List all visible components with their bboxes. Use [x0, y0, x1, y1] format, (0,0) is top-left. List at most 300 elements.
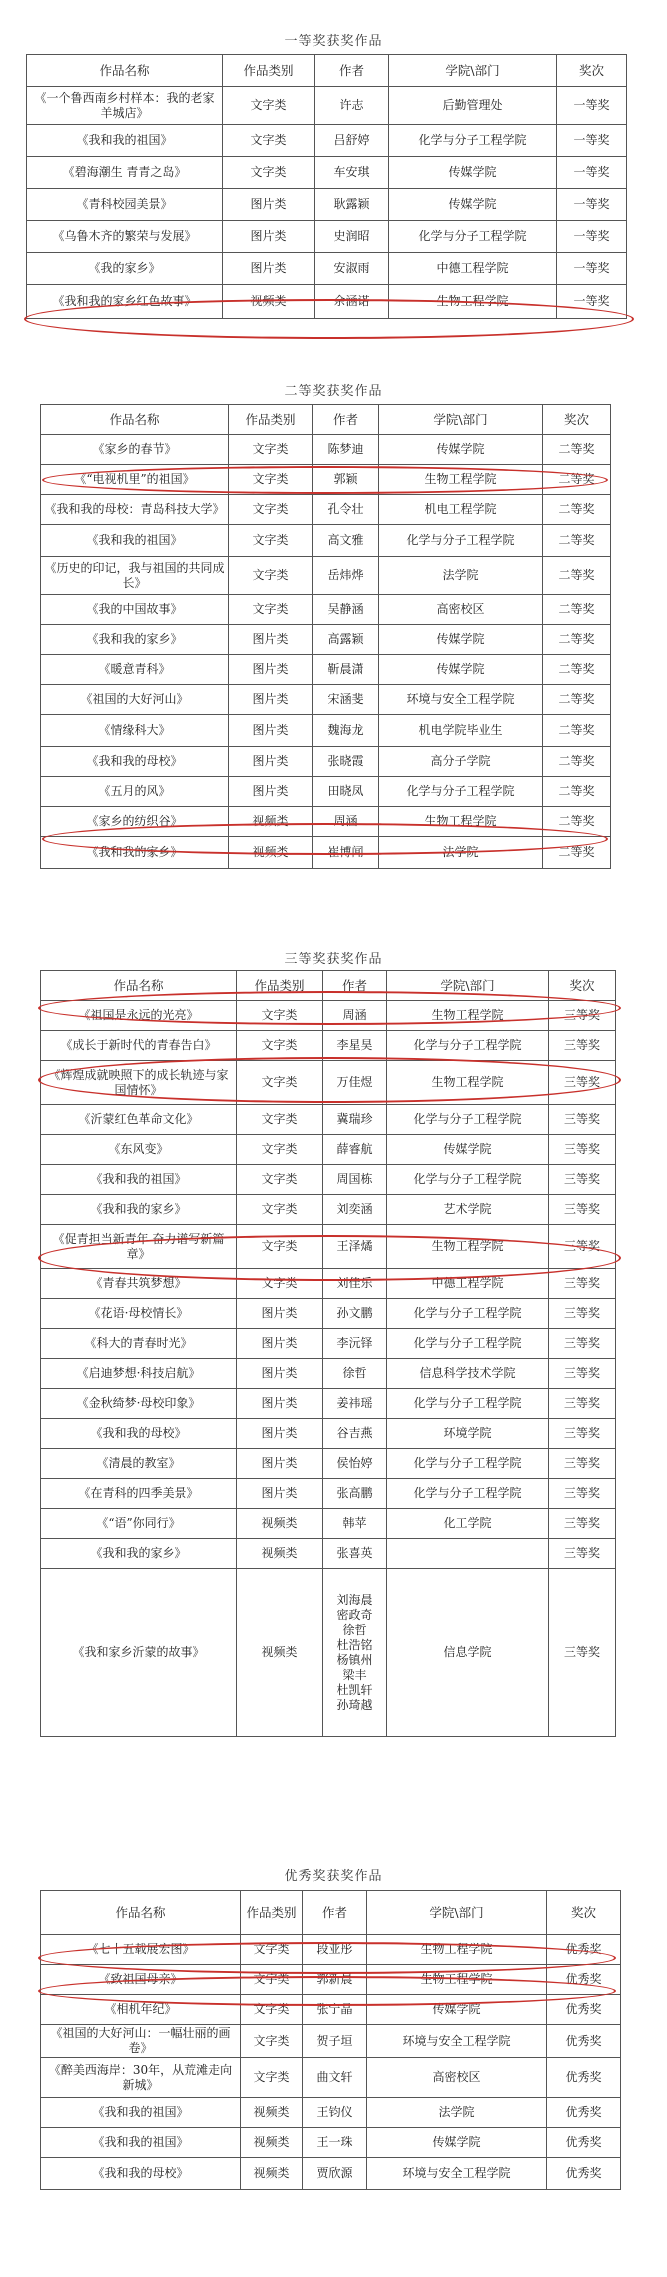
cell-author: 刘奕涵 — [323, 1195, 387, 1225]
cell-title: 《家乡的纺织谷》 — [41, 807, 229, 837]
column-header-author: 作者 — [303, 1891, 367, 1935]
cell-award: 三等奖 — [549, 1061, 616, 1105]
cell-title: 《清晨的教室》 — [41, 1449, 237, 1479]
table-header-row — [41, 405, 611, 435]
cell-department: 艺术学院 — [387, 1195, 549, 1225]
table-row — [41, 655, 611, 685]
cell-department: 传媒学院 — [367, 2128, 547, 2158]
cell-award: 二等奖 — [543, 777, 611, 807]
section-title: 一等奖获奖作品 — [284, 34, 383, 49]
cell-title: 《辉煌成就映照下的成长轨迹与家国情怀》 — [41, 1061, 237, 1105]
cell-author: 史润昭 — [315, 221, 389, 253]
cell-title: 《我和我的家乡》 — [41, 625, 229, 655]
cell-title: 《我和我的祖国》 — [41, 525, 229, 557]
cell-department: 机电学院毕业生 — [379, 715, 543, 747]
cell-category: 图片类 — [229, 655, 313, 685]
cell-award: 二等奖 — [543, 625, 611, 655]
table-row — [41, 1419, 616, 1449]
cell-category: 图片类 — [223, 253, 315, 285]
cell-author: 崔博闻 — [313, 837, 379, 869]
cell-title: 《我和我的家乡红色故事》 — [27, 285, 223, 319]
cell-department: 传媒学院 — [389, 157, 557, 189]
cell-category: 文字类 — [229, 595, 313, 625]
table-row — [41, 1165, 616, 1195]
cell-department: 化学与分子工程学院 — [387, 1479, 549, 1509]
cell-category: 图片类 — [237, 1299, 323, 1329]
column-header-award: 奖次 — [543, 405, 611, 435]
table-row — [41, 2025, 621, 2058]
cell-department: 传媒学院 — [379, 625, 543, 655]
cell-category: 文字类 — [229, 525, 313, 557]
cell-department: 化学与分子工程学院 — [389, 221, 557, 253]
cell-author: 李沅铎 — [323, 1329, 387, 1359]
cell-title: 《七十五载展宏图》 — [41, 1935, 241, 1965]
cell-award: 三等奖 — [549, 1539, 616, 1569]
awards-table — [40, 404, 611, 869]
column-header-author: 作者 — [315, 55, 389, 87]
cell-award: 优秀奖 — [547, 2058, 621, 2098]
cell-title: 《成长于新时代的青春告白》 — [41, 1031, 237, 1061]
cell-author: 侯怡婷 — [323, 1449, 387, 1479]
table-row — [41, 2128, 621, 2158]
column-header-department: 学院\部门 — [367, 1891, 547, 1935]
cell-department: 化学与分子工程学院 — [387, 1389, 549, 1419]
cell-category: 图片类 — [229, 685, 313, 715]
table-row — [41, 747, 611, 777]
table-row — [41, 1031, 616, 1061]
cell-title: 《“电视机里”的祖国》 — [41, 465, 229, 495]
cell-author: 冀瑞珍 — [323, 1105, 387, 1135]
cell-award: 二等奖 — [543, 807, 611, 837]
cell-author: 周涵 — [323, 1001, 387, 1031]
cell-category: 图片类 — [237, 1389, 323, 1419]
cell-award: 二等奖 — [543, 595, 611, 625]
cell-author: 周涵 — [313, 807, 379, 837]
cell-department: 环境与安全工程学院 — [367, 2025, 547, 2058]
cell-category: 图片类 — [237, 1479, 323, 1509]
cell-category: 文字类 — [229, 495, 313, 525]
table-row — [41, 807, 611, 837]
cell-award: 三等奖 — [549, 1569, 616, 1737]
cell-award: 二等奖 — [543, 465, 611, 495]
cell-title: 《花语·母校情长》 — [41, 1299, 237, 1329]
cell-category: 图片类 — [237, 1419, 323, 1449]
section-title: 优秀奖获奖作品 — [284, 1869, 383, 1884]
table-row — [41, 1329, 616, 1359]
cell-department: 化学与分子工程学院 — [387, 1165, 549, 1195]
cell-author: 周国栋 — [323, 1165, 387, 1195]
table-row — [41, 2098, 621, 2128]
table-row — [27, 157, 627, 189]
cell-author: 谷吉燕 — [323, 1419, 387, 1449]
cell-category: 视频类 — [241, 2158, 303, 2190]
cell-category: 图片类 — [223, 189, 315, 221]
cell-title: 《我和我的祖国》 — [41, 2128, 241, 2158]
table-row — [41, 837, 611, 869]
cell-department: 传媒学院 — [379, 435, 543, 465]
cell-category: 文字类 — [241, 1965, 303, 1995]
table-row — [41, 625, 611, 655]
table-row — [27, 189, 627, 221]
cell-title: 《家乡的春节》 — [41, 435, 229, 465]
cell-award: 优秀奖 — [547, 2025, 621, 2058]
cell-title: 《碧海潮生 青青之岛》 — [27, 157, 223, 189]
cell-category: 图片类 — [223, 221, 315, 253]
cell-department: 高密校区 — [367, 2058, 547, 2098]
cell-department: 法学院 — [379, 557, 543, 595]
cell-title: 《我和我的母校》 — [41, 1419, 237, 1449]
table-row — [41, 1569, 616, 1737]
cell-award: 三等奖 — [549, 1389, 616, 1419]
cell-department: 环境学院 — [387, 1419, 549, 1449]
table-row — [41, 1449, 616, 1479]
cell-award: 三等奖 — [549, 1449, 616, 1479]
cell-author: 刘佳乐 — [323, 1269, 387, 1299]
cell-department: 生物工程学院 — [379, 465, 543, 495]
cell-author: 贾欣源 — [303, 2158, 367, 2190]
cell-department: 传媒学院 — [367, 1995, 547, 2025]
cell-award: 三等奖 — [549, 1135, 616, 1165]
table-row — [41, 1135, 616, 1165]
cell-award: 三等奖 — [549, 1165, 616, 1195]
table-row — [41, 1995, 621, 2025]
cell-author: 刘海晨 密政奇 徐哲 杜浩铭 杨镇州 梁丰 杜凯轩 孙琦越 — [323, 1569, 387, 1737]
cell-department: 生物工程学院 — [389, 285, 557, 319]
cell-category: 文字类 — [237, 1105, 323, 1135]
cell-category: 图片类 — [237, 1449, 323, 1479]
table-row — [41, 1359, 616, 1389]
cell-title: 《历史的印记，我与祖国的共同成长》 — [41, 557, 229, 595]
table-row — [41, 1195, 616, 1225]
cell-award: 优秀奖 — [547, 1935, 621, 1965]
cell-category: 视频类 — [229, 807, 313, 837]
cell-category: 图片类 — [229, 777, 313, 807]
cell-award: 二等奖 — [543, 435, 611, 465]
cell-title: 《青春共筑梦想》 — [41, 1269, 237, 1299]
cell-author: 张喜英 — [323, 1539, 387, 1569]
table-row — [41, 525, 611, 557]
cell-category: 文字类 — [237, 1061, 323, 1105]
cell-award: 三等奖 — [549, 1225, 616, 1269]
cell-department: 信息科学技术学院 — [387, 1359, 549, 1389]
table-row — [41, 1935, 621, 1965]
cell-award: 三等奖 — [549, 1299, 616, 1329]
cell-title: 《暖意青科》 — [41, 655, 229, 685]
cell-award: 一等奖 — [557, 253, 627, 285]
cell-department: 化学与分子工程学院 — [387, 1329, 549, 1359]
cell-category: 文字类 — [241, 2058, 303, 2098]
cell-department: 生物工程学院 — [379, 807, 543, 837]
cell-category: 文字类 — [223, 157, 315, 189]
column-header-award: 奖次 — [557, 55, 627, 87]
cell-category: 图片类 — [229, 715, 313, 747]
cell-award: 一等奖 — [557, 125, 627, 157]
table-row — [41, 777, 611, 807]
cell-title: 《祖国的大好河山》 — [41, 685, 229, 715]
cell-award: 二等奖 — [543, 685, 611, 715]
cell-category: 图片类 — [237, 1359, 323, 1389]
cell-author: 徐哲 — [323, 1359, 387, 1389]
cell-department: 化学与分子工程学院 — [379, 525, 543, 557]
cell-department: 化学与分子工程学院 — [389, 125, 557, 157]
awards-table — [26, 54, 627, 319]
cell-title: 《促青担当新青年 奋力谱写新篇章》 — [41, 1225, 237, 1269]
cell-department: 化学与分子工程学院 — [387, 1031, 549, 1061]
cell-award: 三等奖 — [549, 1031, 616, 1061]
cell-award: 二等奖 — [543, 837, 611, 869]
cell-author: 安淑雨 — [315, 253, 389, 285]
section-title: 二等奖获奖作品 — [284, 384, 383, 399]
cell-category: 视频类 — [241, 2098, 303, 2128]
cell-category: 文字类 — [229, 557, 313, 595]
cell-department: 中德工程学院 — [387, 1269, 549, 1299]
cell-author: 韩苹 — [323, 1509, 387, 1539]
column-header-title: 作品名称 — [27, 55, 223, 87]
cell-award: 一等奖 — [557, 285, 627, 319]
cell-title: 《致祖国母亲》 — [41, 1965, 241, 1995]
table-row — [27, 125, 627, 157]
cell-title: 《祖国的大好河山：一幅壮丽的画卷》 — [41, 2025, 241, 2058]
cell-author: 张晓霞 — [313, 747, 379, 777]
cell-author: 张高鹏 — [323, 1479, 387, 1509]
cell-author: 王泽燏 — [323, 1225, 387, 1269]
cell-category: 文字类 — [241, 2025, 303, 2058]
cell-department: 中德工程学院 — [389, 253, 557, 285]
cell-author: 车安琪 — [315, 157, 389, 189]
column-header-department: 学院\部门 — [389, 55, 557, 87]
cell-title: 《我和我的祖国》 — [41, 1165, 237, 1195]
column-header-category: 作品类别 — [223, 55, 315, 87]
cell-award: 三等奖 — [549, 1001, 616, 1031]
cell-author: 姜祎瑶 — [323, 1389, 387, 1419]
table-row — [41, 435, 611, 465]
cell-category: 文字类 — [237, 1269, 323, 1299]
column-header-title: 作品名称 — [41, 405, 229, 435]
cell-award: 三等奖 — [549, 1509, 616, 1539]
cell-department: 环境与安全工程学院 — [379, 685, 543, 715]
cell-award: 优秀奖 — [547, 2158, 621, 2190]
column-header-author: 作者 — [313, 405, 379, 435]
table-row — [41, 1965, 621, 1995]
cell-department: 生物工程学院 — [387, 1001, 549, 1031]
cell-award: 三等奖 — [549, 1269, 616, 1299]
cell-award: 三等奖 — [549, 1359, 616, 1389]
cell-category: 文字类 — [237, 1195, 323, 1225]
cell-award: 二等奖 — [543, 747, 611, 777]
cell-title: 《科大的青春时光》 — [41, 1329, 237, 1359]
cell-award: 三等奖 — [549, 1195, 616, 1225]
cell-award: 一等奖 — [557, 157, 627, 189]
cell-title: 《我和我的祖国》 — [27, 125, 223, 157]
cell-category: 图片类 — [229, 747, 313, 777]
cell-title: 《我的中国故事》 — [41, 595, 229, 625]
cell-category: 图片类 — [237, 1329, 323, 1359]
cell-category: 视频类 — [237, 1569, 323, 1737]
cell-author: 吕舒婷 — [315, 125, 389, 157]
cell-category: 文字类 — [229, 435, 313, 465]
cell-category: 文字类 — [241, 1935, 303, 1965]
table-row — [41, 685, 611, 715]
cell-category: 视频类 — [223, 285, 315, 319]
cell-category: 文字类 — [237, 1135, 323, 1165]
table-row — [41, 1299, 616, 1329]
cell-author: 魏海龙 — [313, 715, 379, 747]
cell-category: 图片类 — [229, 625, 313, 655]
cell-author: 高露颖 — [313, 625, 379, 655]
awards-table — [40, 1890, 621, 2190]
column-header-category: 作品类别 — [237, 971, 323, 1001]
cell-department: 高密校区 — [379, 595, 543, 625]
cell-category: 文字类 — [223, 125, 315, 157]
cell-department: 法学院 — [367, 2098, 547, 2128]
cell-author: 段亚彤 — [303, 1935, 367, 1965]
cell-award: 二等奖 — [543, 715, 611, 747]
cell-author: 耿露颖 — [315, 189, 389, 221]
cell-award: 优秀奖 — [547, 1995, 621, 2025]
table-row — [27, 221, 627, 253]
cell-author: 万佳煜 — [323, 1061, 387, 1105]
cell-department: 化学与分子工程学院 — [387, 1299, 549, 1329]
cell-author: 佘涵诺 — [315, 285, 389, 319]
table-row — [41, 715, 611, 747]
cell-title: 《乌鲁木齐的繁荣与发展》 — [27, 221, 223, 253]
cell-author: 岳炜烨 — [313, 557, 379, 595]
cell-author: 贺子垣 — [303, 2025, 367, 2058]
cell-category: 文字类 — [237, 1031, 323, 1061]
cell-author: 张宁晶 — [303, 1995, 367, 2025]
cell-department: 化学与分子工程学院 — [379, 777, 543, 807]
cell-department: 化学与分子工程学院 — [387, 1449, 549, 1479]
section-title: 三等奖获奖作品 — [284, 952, 383, 967]
cell-award: 三等奖 — [549, 1329, 616, 1359]
table-row — [41, 2158, 621, 2190]
cell-author: 田晓凤 — [313, 777, 379, 807]
cell-author: 陈梦迪 — [313, 435, 379, 465]
cell-department: 机电工程学院 — [379, 495, 543, 525]
cell-author: 宋涵斐 — [313, 685, 379, 715]
cell-award: 一等奖 — [557, 87, 627, 125]
cell-award: 优秀奖 — [547, 1965, 621, 1995]
column-header-title: 作品名称 — [41, 971, 237, 1001]
cell-department: 生物工程学院 — [387, 1225, 549, 1269]
cell-category: 文字类 — [237, 1165, 323, 1195]
table-row — [41, 1225, 616, 1269]
cell-category: 文字类 — [241, 1995, 303, 2025]
cell-title: 《青科校园美景》 — [27, 189, 223, 221]
cell-author: 高文雅 — [313, 525, 379, 557]
table-row — [41, 1001, 616, 1031]
cell-department: 生物工程学院 — [367, 1935, 547, 1965]
cell-title: 《启迪梦想·科技启航》 — [41, 1359, 237, 1389]
cell-author: 王钧仪 — [303, 2098, 367, 2128]
table-header-row — [41, 1891, 621, 1935]
cell-award: 三等奖 — [549, 1419, 616, 1449]
cell-award: 一等奖 — [557, 221, 627, 253]
cell-department: 传媒学院 — [379, 655, 543, 685]
cell-author: 郭新晨 — [303, 1965, 367, 1995]
table-row — [41, 1389, 616, 1419]
awards-table — [40, 970, 616, 1737]
table-row — [41, 1269, 616, 1299]
cell-category: 文字类 — [229, 465, 313, 495]
cell-title: 《沂蒙红色革命文化》 — [41, 1105, 237, 1135]
cell-author: 吴静涵 — [313, 595, 379, 625]
table-row — [41, 557, 611, 595]
column-header-award: 奖次 — [547, 1891, 621, 1935]
cell-author: 孔令壮 — [313, 495, 379, 525]
cell-title: 《我和我的家乡》 — [41, 1195, 237, 1225]
cell-title: 《一个鲁西南乡村样本：我的老家羊城店》 — [27, 87, 223, 125]
cell-category: 视频类 — [229, 837, 313, 869]
column-header-author: 作者 — [323, 971, 387, 1001]
column-header-category: 作品类别 — [241, 1891, 303, 1935]
cell-author: 李星昊 — [323, 1031, 387, 1061]
cell-award: 三等奖 — [549, 1105, 616, 1135]
table-row — [41, 595, 611, 625]
table-row — [41, 495, 611, 525]
cell-department: 环境与安全工程学院 — [367, 2158, 547, 2190]
cell-title: 《我和我的家乡》 — [41, 1539, 237, 1569]
cell-award: 二等奖 — [543, 525, 611, 557]
table-row — [27, 87, 627, 125]
cell-title: 《“语”你同行》 — [41, 1509, 237, 1539]
cell-award: 二等奖 — [543, 495, 611, 525]
cell-title: 《在青科的四季美景》 — [41, 1479, 237, 1509]
cell-author: 王一珠 — [303, 2128, 367, 2158]
cell-department: 后勤管理处 — [389, 87, 557, 125]
table-row — [41, 2058, 621, 2098]
cell-department: 生物工程学院 — [387, 1061, 549, 1105]
column-header-category: 作品类别 — [229, 405, 313, 435]
cell-category: 文字类 — [237, 1225, 323, 1269]
cell-award: 优秀奖 — [547, 2098, 621, 2128]
cell-title: 《祖国是永远的光亮》 — [41, 1001, 237, 1031]
cell-author: 曲文轩 — [303, 2058, 367, 2098]
cell-award: 二等奖 — [543, 655, 611, 685]
table-row — [41, 1105, 616, 1135]
cell-category: 视频类 — [237, 1539, 323, 1569]
cell-title: 《相机年纪》 — [41, 1995, 241, 2025]
cell-title: 《我和我的母校》 — [41, 2158, 241, 2190]
cell-department: 化学与分子工程学院 — [387, 1105, 549, 1135]
cell-title: 《我的家乡》 — [27, 253, 223, 285]
cell-title: 《东风变》 — [41, 1135, 237, 1165]
table-header-row — [27, 55, 627, 87]
cell-award: 三等奖 — [549, 1479, 616, 1509]
table-row — [27, 285, 627, 319]
cell-department: 化工学院 — [387, 1509, 549, 1539]
column-header-department: 学院\部门 — [387, 971, 549, 1001]
cell-title: 《我和我的母校》 — [41, 747, 229, 777]
cell-category: 文字类 — [223, 87, 315, 125]
cell-category: 视频类 — [241, 2128, 303, 2158]
column-header-department: 学院\部门 — [379, 405, 543, 435]
cell-title: 《我和我的家乡》 — [41, 837, 229, 869]
cell-department: 高分子学院 — [379, 747, 543, 777]
cell-department: 生物工程学院 — [367, 1965, 547, 1995]
cell-category: 视频类 — [237, 1509, 323, 1539]
column-header-award: 奖次 — [549, 971, 616, 1001]
table-row — [41, 1539, 616, 1569]
cell-award: 优秀奖 — [547, 2128, 621, 2158]
table-header-row — [41, 971, 616, 1001]
cell-author: 郭颖 — [313, 465, 379, 495]
cell-award: 一等奖 — [557, 189, 627, 221]
table-row — [41, 1479, 616, 1509]
cell-title: 《我和我的母校：青岛科技大学》 — [41, 495, 229, 525]
table-row — [41, 1061, 616, 1105]
table-row — [27, 253, 627, 285]
